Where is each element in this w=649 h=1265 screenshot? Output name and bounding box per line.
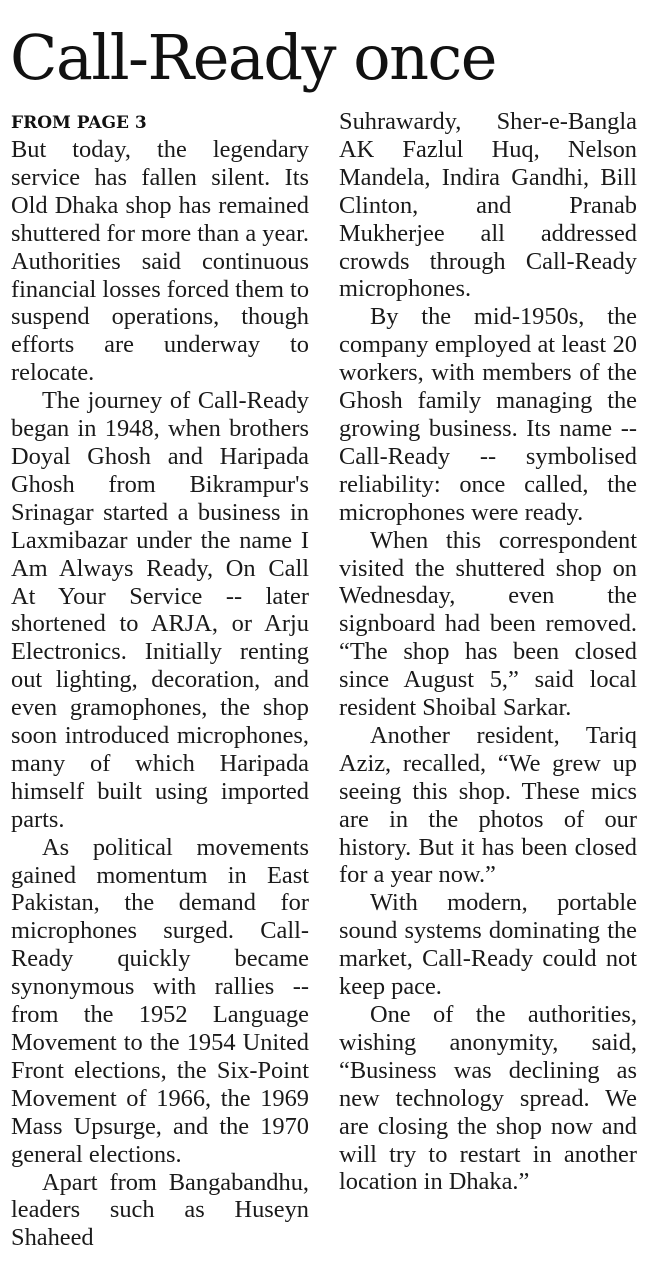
paragraph: With modern, portable sound systems dominating the market, Call-Ready could not keep pace. [339, 889, 637, 1001]
paragraph: Another resident, Tariq Aziz, recalled, “We grew up seeing this shop. These mics are in the photos of our history. But it has been closed for a year now.” [339, 721, 637, 889]
paragraph: One of the authorities, wishing anonymity, said, “Business was declining as new technology spread. We are closing the shop now and will try to restart in another location in Dhaka.” [339, 1001, 637, 1196]
headline: Call-Ready once [10, 21, 496, 94]
paragraph: By the mid-1950s, the company employed at least 20 workers, with members of the Ghosh family managing the growing business. Its name -- Call-Ready -- symbolised reliability: once called, the microphones were ready. [339, 303, 637, 526]
left-column [11, 108, 309, 1252]
paragraph: As political movements gained momentum in East Pakistan, the demand for microphones surged. Call-Ready quickly became synonymous with rallies -- from the 1952 Language Movement to the 1954 United Front elections, the Six-Point Movement of 1966, the 1969 Mass Upsurge, and the 1970 general elections. [11, 833, 309, 1168]
right-column [339, 108, 637, 1196]
continuation-kicker: FROM PAGE 3 [11, 113, 147, 133]
paragraph: Suhrawardy, Sher-e-Bangla AK Fazlul Huq, Nelson Mandela, Indira Gandhi, Bill Clinton, and Pranab Mukherjee all addressed crowds through Call-Ready microphones. [339, 108, 637, 303]
paragraph: The journey of Call-Ready began in 1948, when brothers Doyal Ghosh and Haripada Ghosh from Bikrampur's Srinagar started a business in Laxmibazar under the name I Am Always Ready, On Call At Your Service -- later shortened to ARJA, or Arju Electronics. Initially renting out lighting, decoration, and even gramophones, the shop soon introduced microphones, many of which Haripada himself built using imported parts. [11, 387, 309, 833]
paragraph: But today, the legendary service has fallen silent. Its Old Dhaka shop has remained shuttered for more than a year. Authorities said continuous financial losses forced them to suspend operations, though efforts are underway to relocate. [11, 136, 310, 387]
paragraph: When this correspondent visited the shuttered shop on Wednesday, even the signboard had been removed. “The shop has been closed since August 5,” said local resident Shoibal Sarkar. [339, 526, 637, 722]
paragraph: Apart from Bangabandhu, leaders such as Huseyn Shaheed [11, 1168, 309, 1252]
